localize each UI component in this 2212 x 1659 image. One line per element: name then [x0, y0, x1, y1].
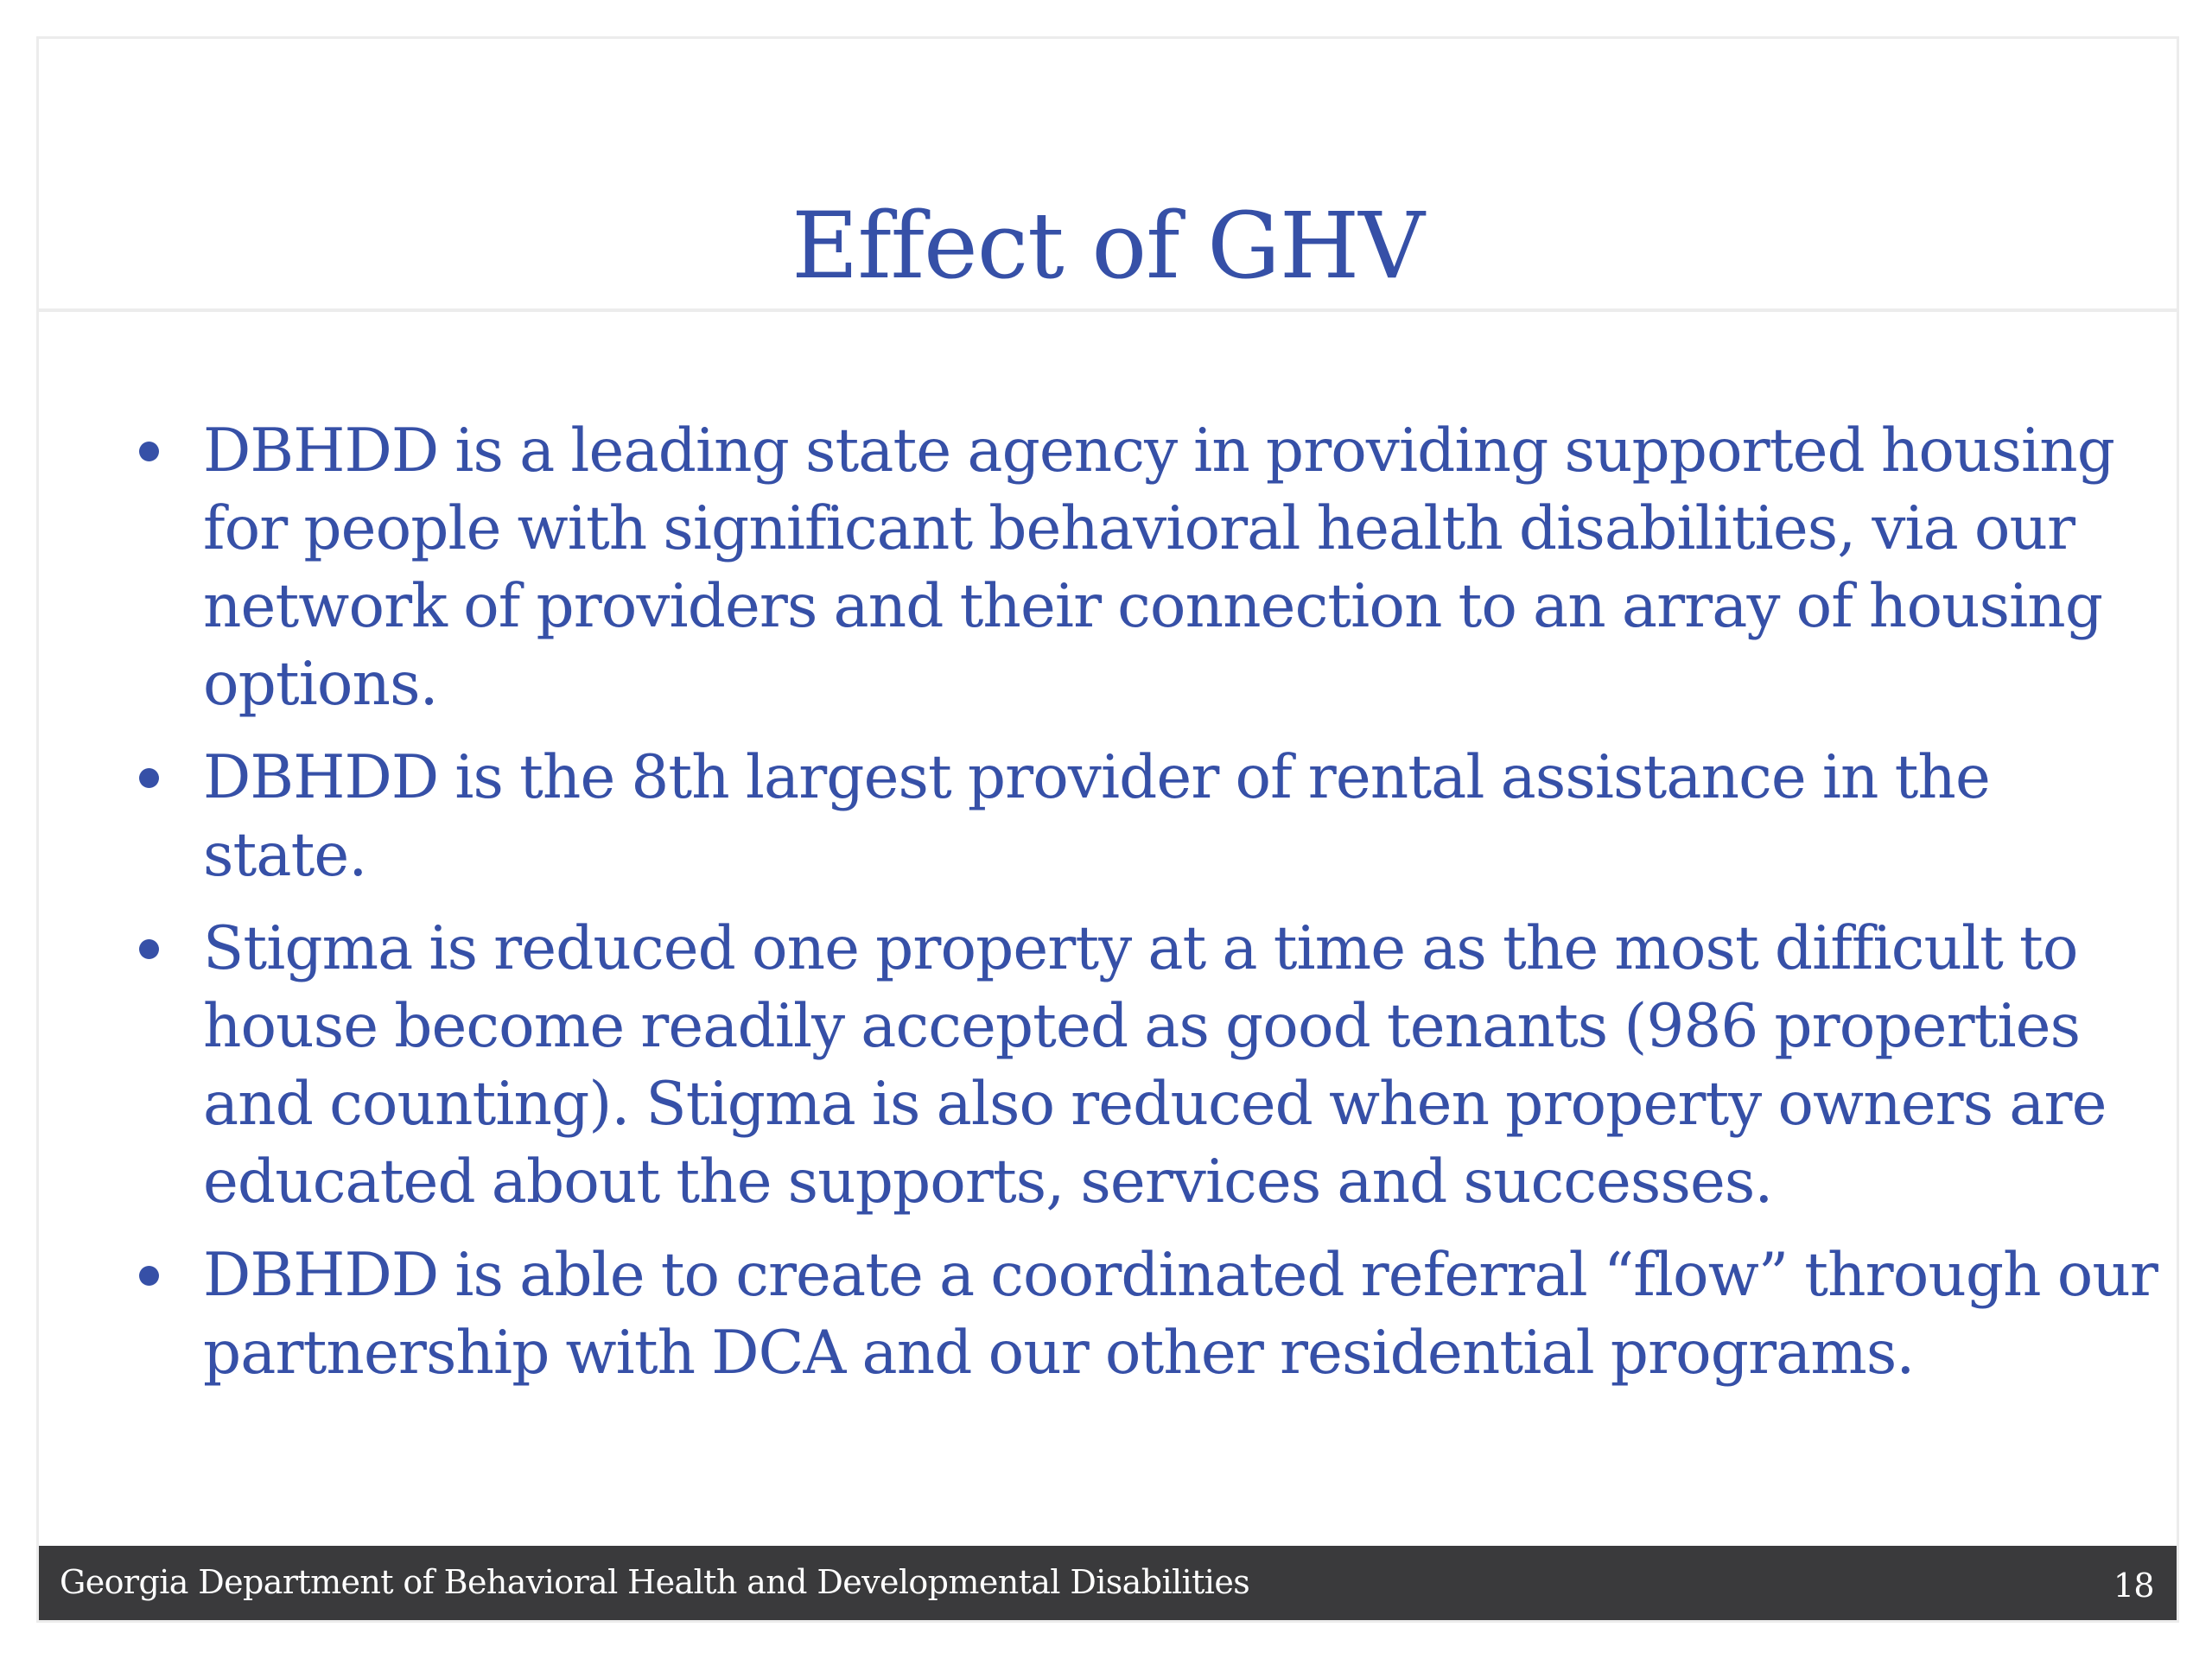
page-number: 18: [2113, 1567, 2154, 1605]
footer-organization: Georgia Department of Behavioral Health and Developmental Disabilities: [60, 1563, 1250, 1601]
bullet-text: Stigma is reduced one property at a time as the most difficult to house become readily accepted as good tenants (986 properties and counting). Stigma is also reduced when property owners are educated about the supports, services and successes.: [203, 914, 2107, 1217]
slide-title: Effect of GHV: [791, 193, 1424, 300]
bullet-icon: [139, 1266, 159, 1286]
bullet-text: DBHDD is the 8th largest provider of rental assistance in the state.: [203, 743, 1990, 890]
bullet-icon: [139, 768, 159, 788]
presentation-slide: [36, 36, 2179, 1623]
bullet-item: [101, 1236, 2166, 1392]
bullet-icon: [139, 442, 159, 461]
bullet-item: [101, 910, 2166, 1221]
bullet-list: [101, 412, 2166, 1408]
bullet-item: [101, 412, 2166, 723]
title-area: [39, 39, 2177, 312]
bullet-item: [101, 739, 2166, 894]
bullet-text: DBHDD is able to create a coordinated referral “flow” through our partnership with DCA and our other residential programs.: [203, 1241, 2158, 1388]
bullet-icon: [139, 939, 159, 959]
bullet-text: DBHDD is a leading state agency in providing supported housing for people with significant behavioral health disabilities, via our network of providers and their connection to an array of housing options.: [203, 416, 2115, 719]
slide-footer: [39, 1546, 2177, 1620]
